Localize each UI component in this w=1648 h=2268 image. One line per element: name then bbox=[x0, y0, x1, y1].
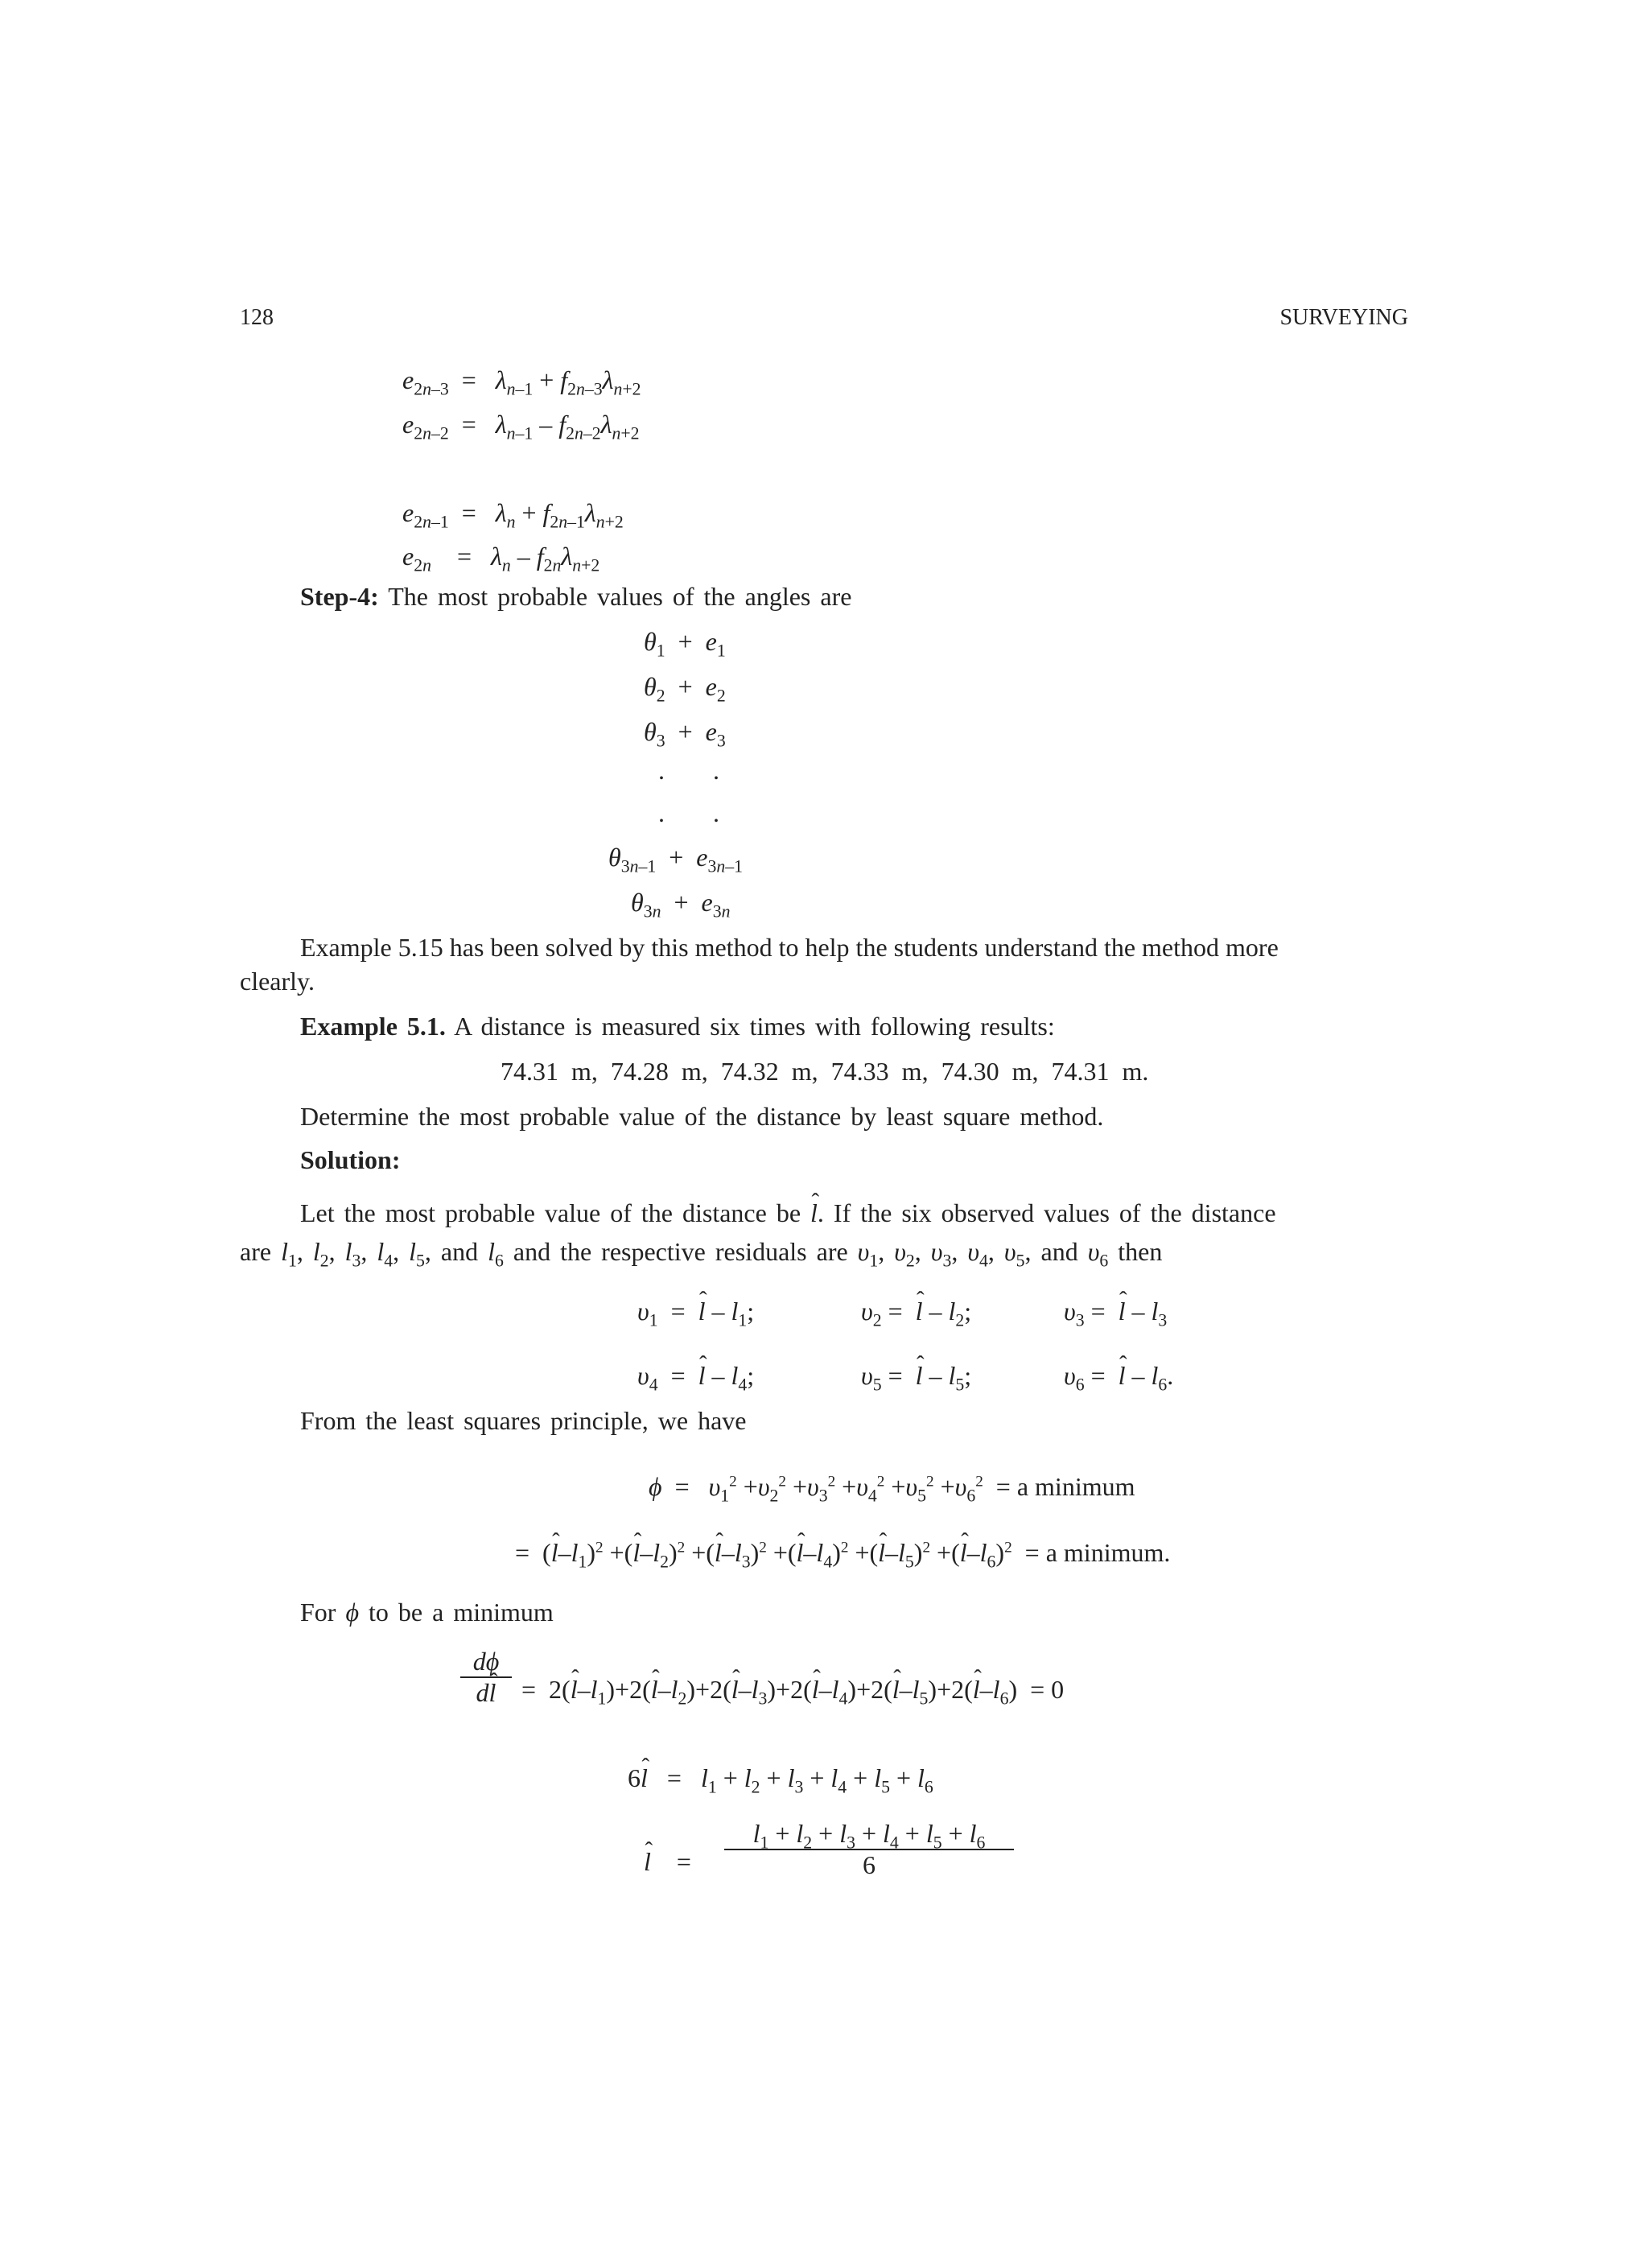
l-hat-symbol: ˆ l bbox=[810, 1199, 818, 1227]
residual-v2: $\upsilon_2$ = ˆ l – $l_2$; bbox=[861, 1297, 971, 1326]
theta2-row: $\theta_2 + e_2$ bbox=[644, 672, 726, 706]
a-minimum-dot-label: = a minimum. bbox=[1024, 1538, 1171, 1567]
example-question: Determine the most probable value of the distance by least square method. bbox=[300, 1102, 1104, 1131]
residual-v6: $\upsilon_6$ = ˆ l – $l_6$. bbox=[1064, 1362, 1173, 1390]
a-minimum-label: = a minimum bbox=[995, 1472, 1135, 1501]
theta3n-1-row: $\theta_{3n-1} + e_{3n-1}$ bbox=[608, 843, 743, 876]
l-hat-lhs: ˆ l = bbox=[644, 1848, 691, 1876]
derivative-denominator: dˆ l bbox=[460, 1678, 512, 1708]
equals-zero: = 0 bbox=[1030, 1675, 1065, 1704]
equation-e2n-2: $e_{2n-2} = \lambda_{n-1} - f_{2n-2}\lambda_{n+2}$ bbox=[402, 410, 640, 443]
example-statement bbox=[300, 1012, 1055, 1041]
theta3n-row: $\theta_{3n} + e_{3n}$ bbox=[631, 888, 731, 922]
example-ref-line2: clearly. bbox=[240, 967, 315, 996]
equation-e2n-1: $e_{2n-1} = \lambda_n + f_{2n-1}\lambda_{n+2}$ bbox=[402, 498, 624, 532]
example-label: Example 5.1. bbox=[300, 1012, 446, 1041]
example-values: 74.31 m, 74.28 m, 74.32 m, 74.33 m, 74.30 m, 74.31 m. bbox=[501, 1057, 1149, 1086]
solution-para1 bbox=[300, 1199, 1276, 1227]
for-phi-b: to be a minimum bbox=[369, 1598, 554, 1627]
l-hat-numerator: $l_1 + l_2 + l_3 + l_4 + l_5 + l_6$ bbox=[752, 1819, 986, 1853]
theta3-row: $\theta_3 + e_3$ bbox=[644, 717, 726, 751]
solution-para2-are: are bbox=[240, 1237, 272, 1266]
solution-para2-then: then bbox=[1118, 1237, 1163, 1266]
equation-e2n: $e_{2n}$ = $\lambda_n - f_{2n}\lambda_{n+2}$ bbox=[402, 542, 600, 575]
l-hat-fraction bbox=[724, 1819, 1014, 1880]
solution-para1-text-b: . If the six observed values of the distance bbox=[817, 1198, 1276, 1227]
step4-paragraph bbox=[300, 583, 851, 611]
ellipsis-dot-2a: . bbox=[658, 798, 665, 827]
ellipsis-dot-2b: . bbox=[713, 798, 719, 827]
solution-para2-and-2: and bbox=[1040, 1237, 1078, 1266]
least-squares-sentence: From the least squares principle, we have bbox=[300, 1406, 747, 1435]
for-phi-a: For bbox=[300, 1598, 336, 1627]
phi-equation: $\phi = \upsilon_1^2 +\upsilon_2^2 +\upsilon_3^2 +\upsilon_4^2 +\upsilon_5^2 +\upsilon_6^2 = a$ minimum bbox=[649, 1472, 1135, 1506]
page-number: 128 bbox=[240, 305, 274, 330]
derivative-fraction bbox=[460, 1647, 512, 1708]
for-phi-sentence: For ϕ to be a minimum bbox=[300, 1598, 554, 1627]
solution-label: Solution: bbox=[300, 1145, 401, 1174]
derivative-numerator: dϕ bbox=[472, 1647, 500, 1676]
running-title: SURVEYING bbox=[1279, 305, 1408, 330]
step4-label: Step-4: bbox=[300, 582, 379, 611]
residual-v3: $\upsilon_3$ = ˆ l – $l_3$ bbox=[1064, 1297, 1167, 1326]
example-ref-line1: Example 5.15 has been solved by this method to help the students understand the method more bbox=[300, 933, 1279, 962]
solution-para2-and-1: and bbox=[440, 1237, 479, 1266]
example-text: A distance is measured six times with following results: bbox=[454, 1012, 1055, 1041]
solution-para2: are $l_1$, $l_2$, $l_3$, $l_4$, $l_5$, and $l_6$ and the respective residuals are $\upsilon_1$, $\upsilon_2$, $\upsilon_3$, $\upsilon_4$, $\upsilon_5$, and $\upsilon_6$ then bbox=[240, 1237, 1163, 1271]
residual-v1: $\upsilon_1$ = ˆ l – $l_1$; bbox=[637, 1297, 754, 1326]
residual-v5: $\upsilon_5$ = ˆ l – $l_5$; bbox=[861, 1362, 971, 1390]
l-hat-denominator: 6 bbox=[863, 1850, 876, 1879]
phi-expanded-equation: = (ˆ $l-l_1)^2$ +(ˆ $l-l_2)^2$ +(ˆ $l-l_3)^2$ +(ˆ $l-l_4)^2$ +(ˆ $l-l_5)^2$ +(ˆ $l-l_6)^2 = a$ minimum. bbox=[515, 1539, 1170, 1567]
residual-v4: $\upsilon_4$ = ˆ l – $l_4$; bbox=[637, 1362, 754, 1390]
derivative-equation: = 2(ˆ $l-l_1)+2(ˆ$ $l-l_2)+2(ˆ$ $l-l_3)+2(ˆ$ $l-l_4)+2(ˆ$ $l-l_5)+2(ˆ$ $l-l_6) = 0$ bbox=[521, 1676, 1064, 1704]
equation-e2n-3: $e_{2n-3} = \lambda_{n-1} + f_{2n-3}\lambda_{n+2}$ bbox=[402, 365, 641, 399]
solution-para2-mid: and the respective residuals are bbox=[513, 1237, 848, 1266]
step4-text: The most probable values of the angles are bbox=[388, 582, 852, 611]
six-l-hat-equation: 6ˆ $l = l_1 + l_2 + l_3 + l_4 + l_5 + l_6$ bbox=[628, 1764, 933, 1792]
ellipsis-dot-1a: . bbox=[658, 756, 665, 785]
theta1-row: $\theta_1 + e_1$ bbox=[644, 627, 726, 661]
solution-para1-text-a: Let the most probable value of the distance be bbox=[300, 1198, 801, 1227]
ellipsis-dot-1b: . bbox=[713, 756, 719, 785]
